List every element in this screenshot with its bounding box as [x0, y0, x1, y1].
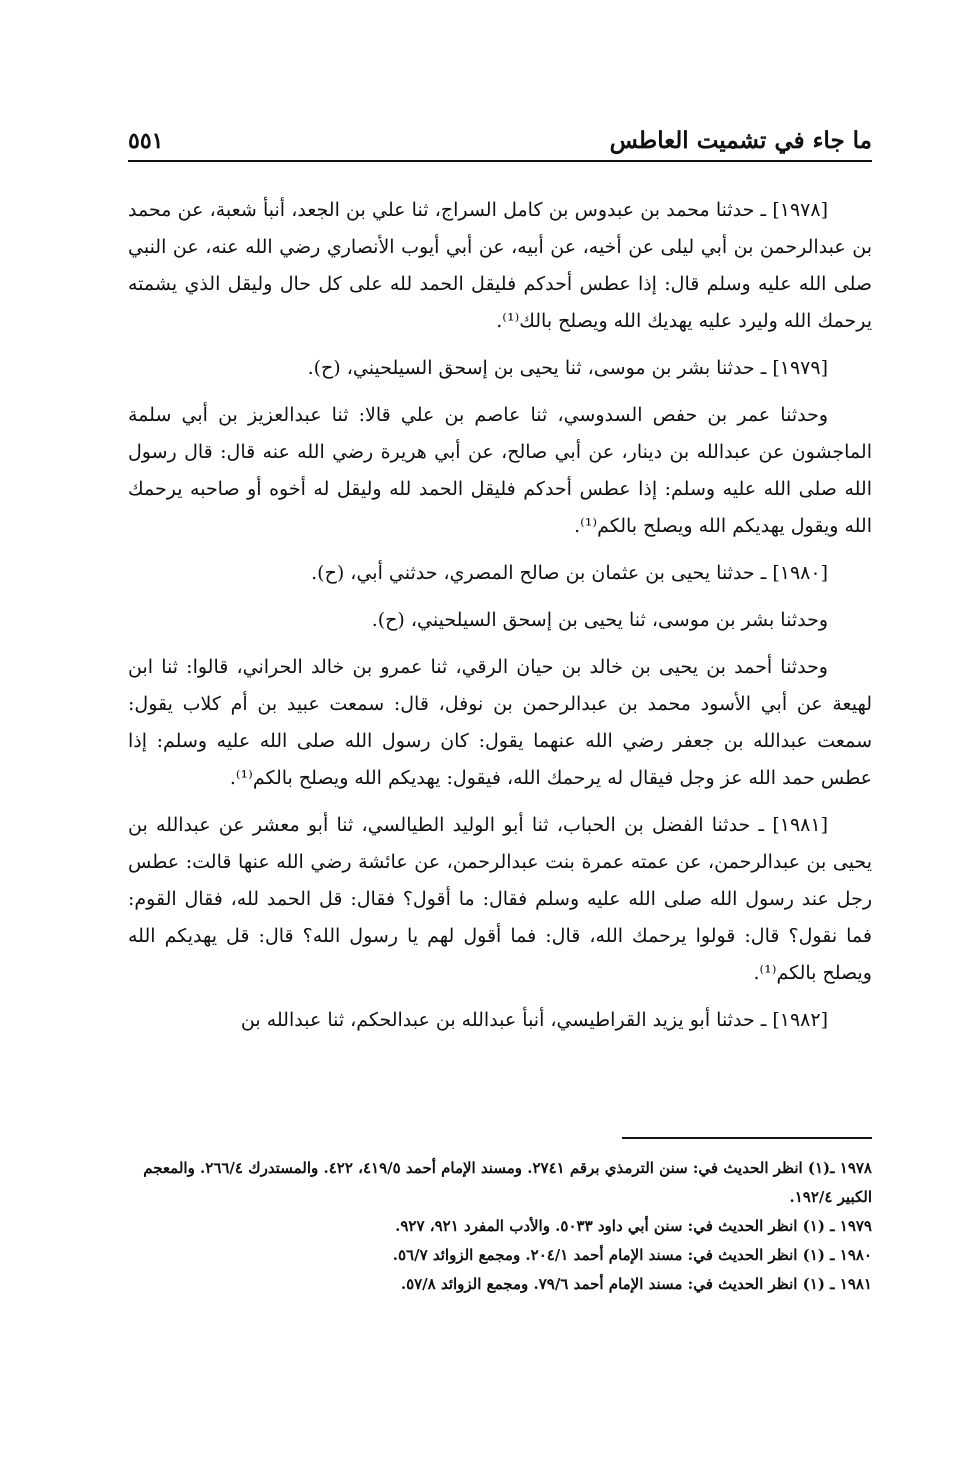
running-header [128, 126, 872, 162]
main-text [128, 192, 872, 1049]
footnote-1980: ١٩٨٠ ـ (١) انظر الحديث في: مسند الإمام أحمد ٢٠٤/١. ومجمع الزوائد ٥٦/٧. [392, 1246, 872, 1264]
hadith-1980-chain-3: وحدثنا أحمد بن يحيى بن خالد بن حيان الرقي، ثنا عمرو بن خالد الحراني، قالوا: ثنا ابن لهيعة عن أبي الأسود محمد بن عبدالرحمن بن نوفل، قال: سمعت عبيد بن أم كلاب يقول: سمعت عبدالله بن جعفر رضي الله عنهما يقول: كان رسول الله صلى الله عليه وسلم: إذا عطس حمد الله عز وجل فيقال له يرحمك الله، فيقول: يهديكم الله ويصلح بالكم⁽¹⁾. [128, 656, 872, 789]
hadith-1980-chain-2: وحدثنا بشر بن موسى، ثنا يحيى بن إسحق السيلحيني، (ح). [371, 609, 828, 631]
page-number: ٥٥١ [128, 128, 164, 154]
hadith-1982: [١٩٨٢] ـ حدثنا أبو يزيد القراطيسي، أنبأ عبدالله بن عبدالحكم، ثنا عبدالله بن [240, 1009, 828, 1031]
chapter-title: ما جاء في تشميت العاطس [609, 127, 872, 154]
hadith-1981: [١٩٨١] ـ حدثنا الفضل بن الحباب، ثنا أبو الوليد الطيالسي، ثنا أبو معشر عن عبدالله بن يحيى بن عبدالرحمن، عن عمته عمرة بنت عبدالرحمن، عن عائشة رضي الله عنها قالت: عطس رجل عند رسول الله صلى الله عليه وسلم فقال: ما أقول؟ فقال: قل الحمد لله، فقال القوم: فما نقول؟ قال: قولوا يرحمك الله، قال: فما أقول لهم يا رسول الله؟ قال: قل يهديكم الله ويصلح بالكم⁽¹⁾. [128, 814, 872, 984]
footnote-1981: ١٩٨١ ـ (١) انظر الحديث في: مسند الإمام أحمد ٧٩/٦. ومجمع الزوائد ٥٧/٨. [400, 1275, 872, 1293]
footnotes [128, 1154, 872, 1299]
footnote-separator [622, 1137, 872, 1139]
hadith-1979-chain-1: [١٩٧٩] ـ حدثنا بشر بن موسى، ثنا يحيى بن إسحق السيلحيني، (ح). [307, 357, 828, 379]
footnote-1979: ١٩٧٩ ـ (١) انظر الحديث في: سنن أبي داود ٥٠٣٣. والأدب المفرد ٩٢١، ٩٢٧. [395, 1217, 872, 1235]
hadith-1979-chain-2: وحدثنا عمر بن حفص السدوسي، ثنا عاصم بن علي قالا: ثنا عبدالعزيز بن أبي سلمة الماجشون عن عبدالله بن دينار، عن أبي صالح، عن أبي هريرة رضي الله عنه قال: قال رسول الله صلى الله عليه وسلم: إذا عطس أحدكم فليقل الحمد لله وليقل له أخوه أو صاحبه يرحمك الله ويقول يهديكم الله ويصلح بالكم⁽¹⁾. [128, 404, 872, 537]
hadith-1980-chain-1: [١٩٨٠] ـ حدثنا يحيى بن عثمان بن صالح المصري، حدثني أبي، (ح). [311, 562, 828, 584]
footnote-1978: ١٩٧٨ ـ(١) انظر الحديث في: سنن الترمذي برقم ٢٧٤١. ومسند الإمام أحمد ٤١٩/٥، ٤٢٢. والمستدرك ٢٦٦/٤. والمعجم الكبير ١٩٢/٤. [143, 1159, 872, 1206]
hadith-1978: [١٩٧٨] ـ حدثنا محمد بن عبدوس بن كامل السراج، ثنا علي بن الجعد، أنبأ شعبة، عن محمد بن عبدالرحمن بن أبي ليلى عن أخيه، عن أبيه، عن أبي أيوب الأنصاري رضي الله عنه، عن النبي صلى الله عليه وسلم قال: إذا عطس أحدكم فليقل الحمد لله على كل حال وليقل الذي يشمته يرحمك الله وليرد عليه يهديك الله ويصلح بالك⁽¹⁾. [128, 199, 872, 332]
